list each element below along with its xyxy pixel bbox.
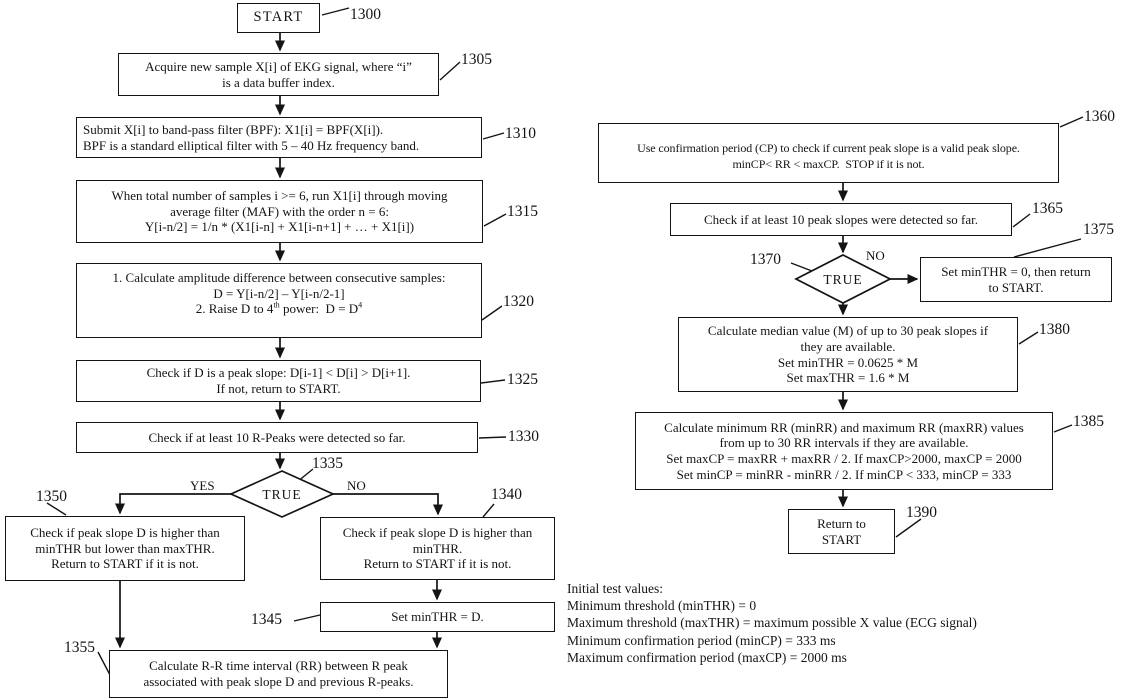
leader-1310 xyxy=(483,133,504,139)
node-1350-threshold-range-check xyxy=(5,516,245,581)
initial-test-values-note xyxy=(567,580,977,666)
node-text-line: If not, return to START. xyxy=(216,381,341,396)
leader-1345 xyxy=(294,615,320,621)
node-text-line: they are available. xyxy=(800,338,896,354)
node-text-line: When total number of samples i >= 6, run X1[i] through moving xyxy=(111,188,448,204)
node-1365-ten-peak-slopes-check xyxy=(670,203,1012,236)
ref-1390: 1390 xyxy=(906,504,937,521)
node-1320-amplitude-difference xyxy=(76,263,482,338)
leader-1360 xyxy=(1060,117,1083,127)
node-1300-start xyxy=(237,3,320,33)
node-1315-moving-average-filter xyxy=(76,180,483,243)
note-line: Initial test values: xyxy=(567,581,663,596)
diamond-1335-label: TRUE xyxy=(262,487,302,502)
node-text-line: 1. Calculate amplitude difference between consecutive samples: xyxy=(112,270,446,285)
node-text-line: associated with peak slope D and previous R-peaks. xyxy=(143,674,414,689)
ref-1330: 1330 xyxy=(508,428,539,445)
node-text-line: Set minTHR = D. xyxy=(391,609,484,625)
node-1380-median-value xyxy=(678,317,1018,392)
node-text-line: Calculate R-R time interval (RR) between R peak xyxy=(149,658,408,674)
node-text-line: minTHR but lower than maxTHR. xyxy=(35,540,215,556)
leader-1340 xyxy=(483,504,494,517)
ref-1380: 1380 xyxy=(1039,321,1070,338)
ref-1370: 1370 xyxy=(750,251,781,268)
node-text-line: Check if at least 10 peak slopes were detected so far. xyxy=(704,211,978,227)
node-text-line: Submit X[i] to band-pass filter (BPF): X1[i] = BPF(X[i]). xyxy=(83,121,384,137)
node-1305-acquire-sample xyxy=(118,53,439,96)
ref-1325: 1325 xyxy=(507,371,538,388)
node-1340-minthr-check xyxy=(320,517,555,580)
node-text-line: Set minTHR = 0.0625 * M xyxy=(777,354,919,370)
node-text-line: Acquire new sample X[i] of EKG signal, where “i” xyxy=(145,58,412,74)
node-text-line: Y[i-n/2] = 1/n * (X1[i-n] + X1[i-n+1] + … + X1[i]) xyxy=(144,219,415,235)
node-1390-return-to-start xyxy=(788,509,895,554)
leader-1370 xyxy=(791,263,812,271)
node-1345-set-minthr xyxy=(320,602,555,632)
ref-1335: 1335 xyxy=(312,455,343,472)
node-text-line: minCP< RR < maxCP. STOP if it is not. xyxy=(732,156,925,171)
ref-1385: 1385 xyxy=(1073,413,1104,430)
leader-1375 xyxy=(1014,239,1081,257)
branch-label-no-right: NO xyxy=(866,248,885,263)
leader-1380 xyxy=(1019,332,1038,344)
leader-1300 xyxy=(322,8,349,15)
text-fragment: 2. Raise D to 4 xyxy=(195,301,274,317)
ref-1355: 1355 xyxy=(64,639,95,656)
node-text-line: Check if peak slope D is higher than xyxy=(30,525,220,541)
ref-1305: 1305 xyxy=(461,51,492,68)
superscript-4: 4 xyxy=(358,300,363,310)
note-line: Minimum confirmation period (minCP) = 333 ms xyxy=(567,632,836,648)
node-text-line: from up to 30 RR intervals if they are available. xyxy=(719,435,969,451)
diamond-1370-label: TRUE xyxy=(823,272,863,287)
node-text-line: Set maxTHR = 1.6 * M xyxy=(786,370,910,386)
arrow-yes-to-1350 xyxy=(120,494,231,513)
node-text-line: Return to xyxy=(817,515,866,531)
node-text-line: Check if peak slope D is higher than xyxy=(342,525,533,541)
node-text-line: Set maxCP = maxRR + maxRR / 2. If maxCP>2000, maxCP = 2000 xyxy=(666,451,1022,466)
node-text-line: BPF is a standard elliptical filter with 5 – 40 Hz frequency band. xyxy=(83,137,420,153)
node-1375-set-minthr-zero xyxy=(920,257,1112,302)
text-fragment: power: D = D xyxy=(279,301,359,317)
node-text-line: minTHR. xyxy=(412,540,463,556)
node-1330-ten-rpeaks-check xyxy=(76,422,478,453)
node-text-line: START xyxy=(821,531,862,547)
node-text-line: Check if D is a peak slope: D[i-1] < D[i] > D[i+1]. xyxy=(146,365,411,381)
node-1325-peak-slope-check xyxy=(76,360,481,402)
node-text-line xyxy=(196,301,362,317)
ref-1310: 1310 xyxy=(505,125,536,142)
leader-1315 xyxy=(484,214,506,226)
node-text-line: Set minCP = minRR - minRR / 2. If minCP < 333, minCP = 333 xyxy=(676,466,1012,482)
leader-1320 xyxy=(482,306,502,320)
note-line: Maximum threshold (maxTHR) = maximum possible X value (ECG signal) xyxy=(567,615,977,631)
leader-1305 xyxy=(440,62,460,80)
node-text-line: Check if at least 10 R-Peaks were detected so far. xyxy=(148,429,406,445)
leader-1385 xyxy=(1054,425,1072,432)
node-text-line: Use confirmation period (CP) to check if current peak slope is a valid peak slope. xyxy=(637,140,1020,155)
node-1360-confirmation-period xyxy=(598,123,1059,183)
node-1385-rr-minmax xyxy=(635,412,1053,490)
node-text-line: Return to START if it is not. xyxy=(51,556,199,572)
node-text-line: Return to START if it is not. xyxy=(363,556,512,572)
node-text-line: START xyxy=(253,9,304,26)
node-text-line: to START. xyxy=(988,279,1044,295)
ref-1360: 1360 xyxy=(1084,108,1115,125)
branch-label-yes: YES xyxy=(190,478,215,493)
note-line: Maximum confirmation period (maxCP) = 2000 ms xyxy=(567,649,847,665)
ref-1365: 1365 xyxy=(1032,200,1063,217)
node-text-line: is a data buffer index. xyxy=(222,74,335,90)
ref-1350: 1350 xyxy=(36,488,67,505)
leader-1330 xyxy=(479,437,506,438)
ref-1300: 1300 xyxy=(350,6,381,23)
ref-1375: 1375 xyxy=(1083,221,1114,238)
branch-label-no-left: NO xyxy=(347,478,366,493)
leader-1365 xyxy=(1013,214,1030,227)
node-text-line: average filter (MAF) with the order n = 6: xyxy=(170,203,389,219)
node-text-line: Calculate median value (M) of up to 30 peak slopes if xyxy=(707,323,989,339)
node-1355-rr-interval xyxy=(109,650,448,698)
superscript-th: th xyxy=(273,300,280,310)
ref-1345: 1345 xyxy=(251,611,282,628)
node-1310-bandpass-filter xyxy=(76,117,482,158)
note-line: Minimum threshold (minTHR) = 0 xyxy=(567,598,757,614)
ref-1320: 1320 xyxy=(503,293,534,310)
node-text-line: Set minTHR = 0, then return xyxy=(941,263,1091,279)
arrow-no-to-1340 xyxy=(333,494,438,514)
leader-1325 xyxy=(481,380,505,383)
node-text-line: Calculate minimum RR (minRR) and maximum RR (maxRR) values xyxy=(664,419,1024,435)
ref-1315: 1315 xyxy=(507,203,538,220)
ref-1340: 1340 xyxy=(491,486,522,503)
node-text-line: D = Y[i-n/2] – Y[i-n/2-1] xyxy=(213,285,345,301)
